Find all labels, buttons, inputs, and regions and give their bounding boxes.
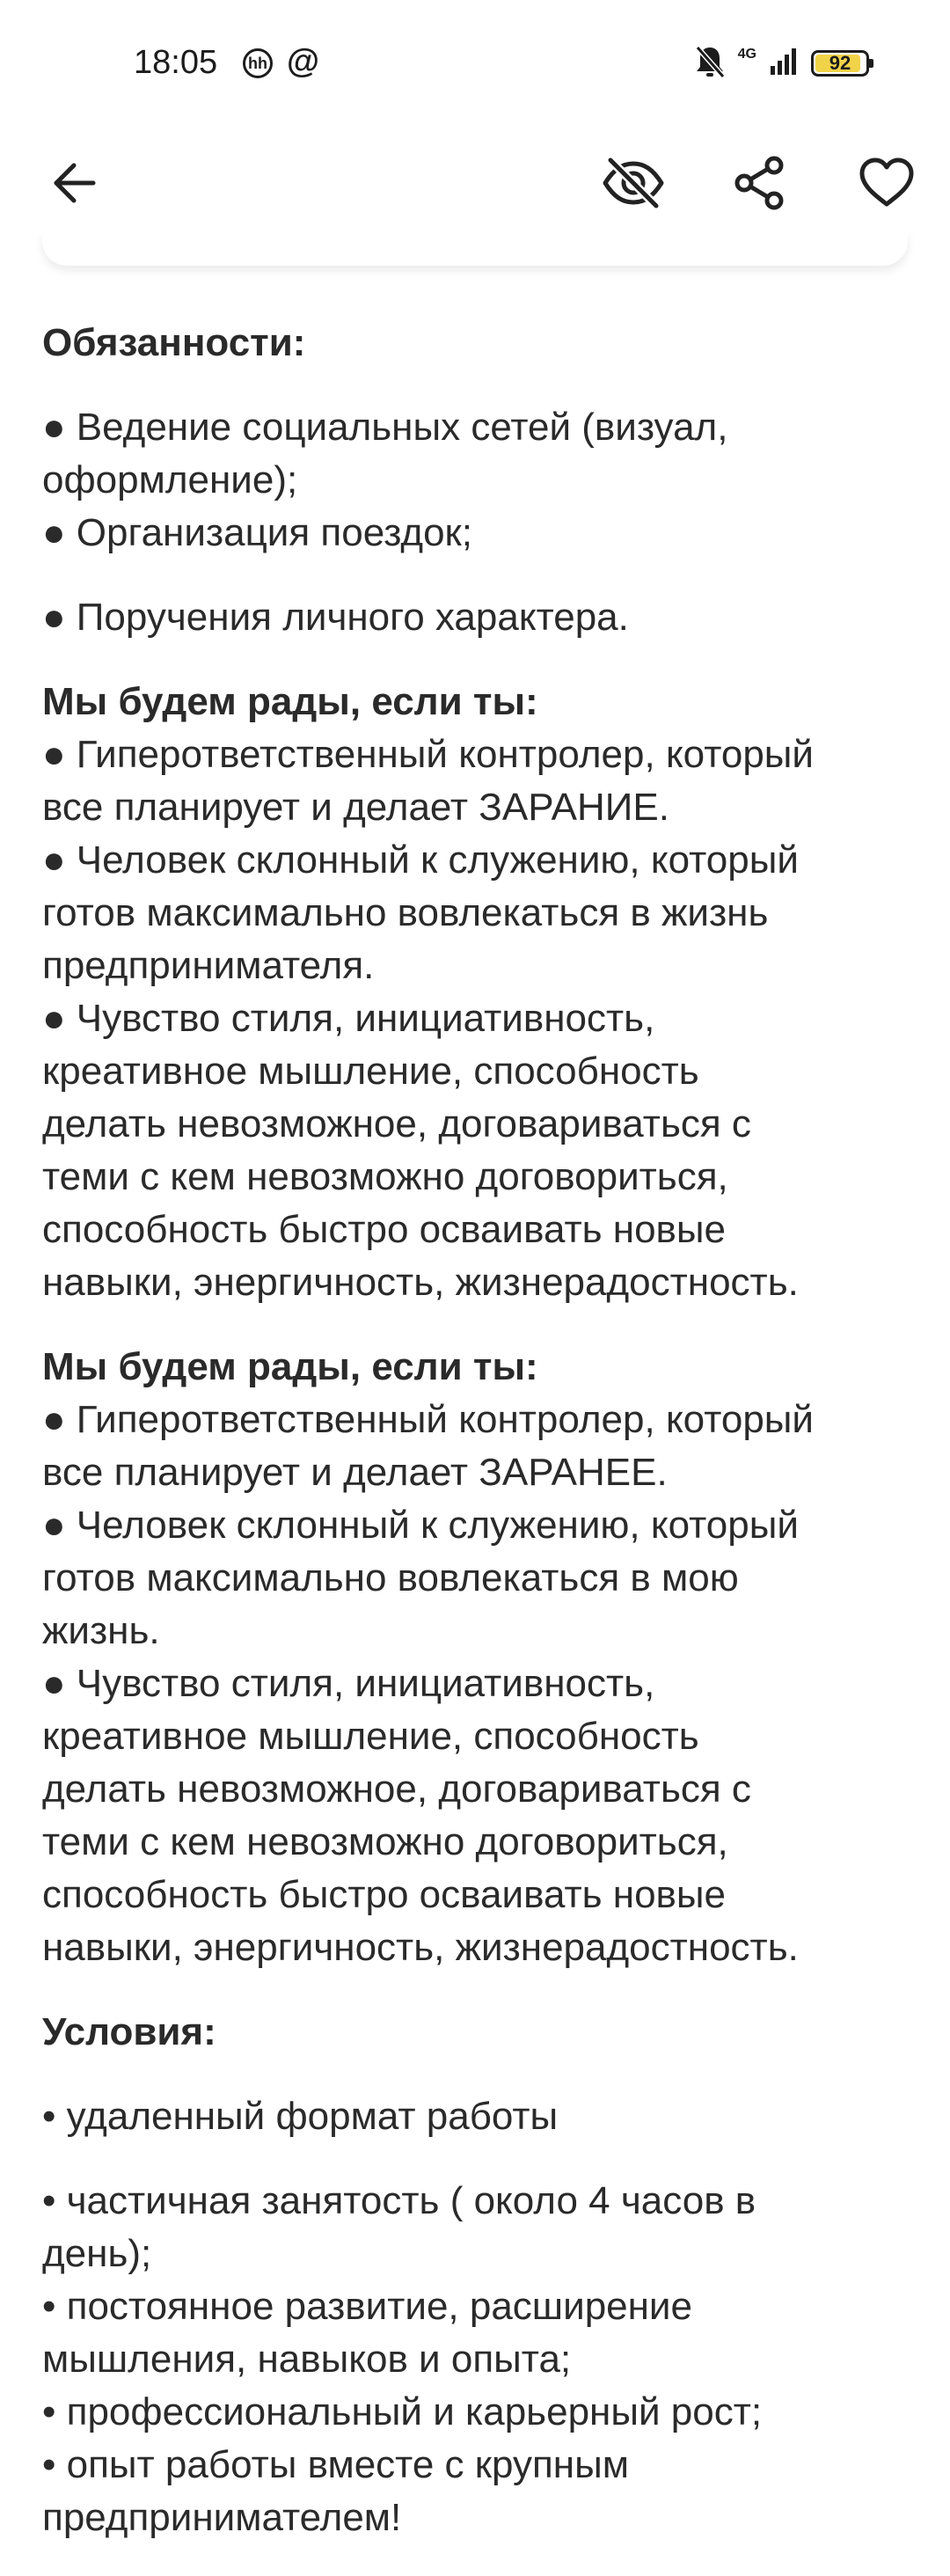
heart-icon — [858, 157, 916, 214]
description-line: ● Чувство стиля, инициативность, — [42, 997, 655, 1040]
description-line: делать невозможное, договариваться с — [42, 1102, 751, 1145]
card-bottom-edge — [42, 231, 908, 266]
share-icon — [732, 155, 788, 216]
description-line: • постоянное развитие, расширение — [42, 2285, 692, 2328]
arrow-left-icon — [49, 158, 99, 212]
eye-off-icon — [602, 157, 665, 214]
description-line: теми с кем невозможно договориться, — [42, 1155, 728, 1198]
description-line: жизнь. — [42, 1609, 160, 1652]
description-paragraph — [42, 2090, 913, 2143]
top-toolbar — [0, 123, 950, 246]
description-line: все планирует и делает ЗАРАНЕЕ. — [42, 1451, 668, 1494]
description-line: день); — [42, 2232, 152, 2275]
description-line: креативное мышление, способность — [42, 1050, 699, 1093]
battery-level: 92 — [829, 52, 851, 74]
description-line: способность быстро осваивать новые — [42, 1873, 727, 1916]
hh-icon: hh — [243, 48, 273, 78]
description-line: способность быстро осваивать новые — [42, 1208, 727, 1251]
section-heading: Обязанности: — [42, 321, 306, 364]
description-line: готов максимально вовлекаться в жизнь — [42, 891, 769, 934]
description-line: ● Гиперответственный контролер, который — [42, 733, 814, 776]
battery-tip — [869, 59, 873, 68]
battery-icon — [811, 50, 869, 77]
description-line: ● Организация поездок; — [42, 511, 473, 554]
section-heading: Мы будем рады, если ты: — [42, 680, 538, 723]
status-time: 18:05 — [134, 44, 218, 81]
description-line: готов максимально вовлекаться в мою — [42, 1556, 739, 1599]
description-line: • опыт работы вместе с крупным — [42, 2443, 629, 2486]
description-line: • удаленный формат работы — [42, 2095, 559, 2138]
description-paragraph — [42, 2175, 913, 2544]
description-line: мышления, навыков и опыта; — [42, 2338, 572, 2381]
description-line: креативное мышление, способность — [42, 1715, 699, 1758]
description-paragraph — [42, 591, 913, 644]
description-line: • профессиональный и карьерный рост; — [42, 2390, 763, 2433]
status-bar — [0, 0, 950, 123]
signal-icon — [769, 47, 799, 81]
section-heading: Мы будем рады, если ты: — [42, 1345, 538, 1388]
favorite-button[interactable] — [844, 143, 929, 227]
description-line: ● Человек склонный к служению, который — [42, 1504, 799, 1547]
description-line: ● Чувство стиля, инициативность, — [42, 1662, 655, 1705]
description-line: навыки, энергичность, жизнерадостность. — [42, 1261, 799, 1304]
at-icon: @ — [287, 43, 320, 80]
description-line: все планирует и делает ЗАРАНИЕ. — [42, 786, 669, 829]
description-line: делать невозможное, договариваться с — [42, 1767, 751, 1811]
network-type-label: 4G — [737, 47, 756, 62]
description-paragraph — [42, 317, 913, 370]
back-button[interactable] — [32, 143, 116, 227]
vacancy-description — [42, 317, 913, 2576]
description-line: предпринимателем! — [42, 2496, 402, 2539]
description-line: теми с кем невозможно договориться, — [42, 1820, 728, 1863]
description-line: ● Человек склонный к служению, который — [42, 838, 799, 882]
description-line: ● Гиперответственный контролер, который — [42, 1398, 814, 1441]
description-line: ● Ведение социальных сетей (визуал, — [42, 406, 728, 449]
share-button[interactable] — [718, 143, 802, 227]
description-line: • частичная занятость ( около 4 часов в — [42, 2179, 756, 2222]
section-heading: Условия: — [42, 2010, 216, 2053]
description-line: оформление); — [42, 458, 298, 501]
description-line: навыки, энергичность, жизнерадостность. — [42, 1926, 799, 1969]
hide-vacancy-button[interactable] — [591, 143, 676, 227]
status-indicators — [694, 42, 869, 84]
description-paragraph — [42, 2006, 913, 2059]
description-line: ● Поручения личного характера. — [42, 596, 629, 639]
bell-off-icon — [694, 44, 726, 84]
description-line: предпринимателя. — [42, 944, 375, 987]
description-paragraph — [42, 676, 913, 1309]
description-paragraph — [42, 401, 913, 560]
description-paragraph — [42, 1341, 913, 1974]
